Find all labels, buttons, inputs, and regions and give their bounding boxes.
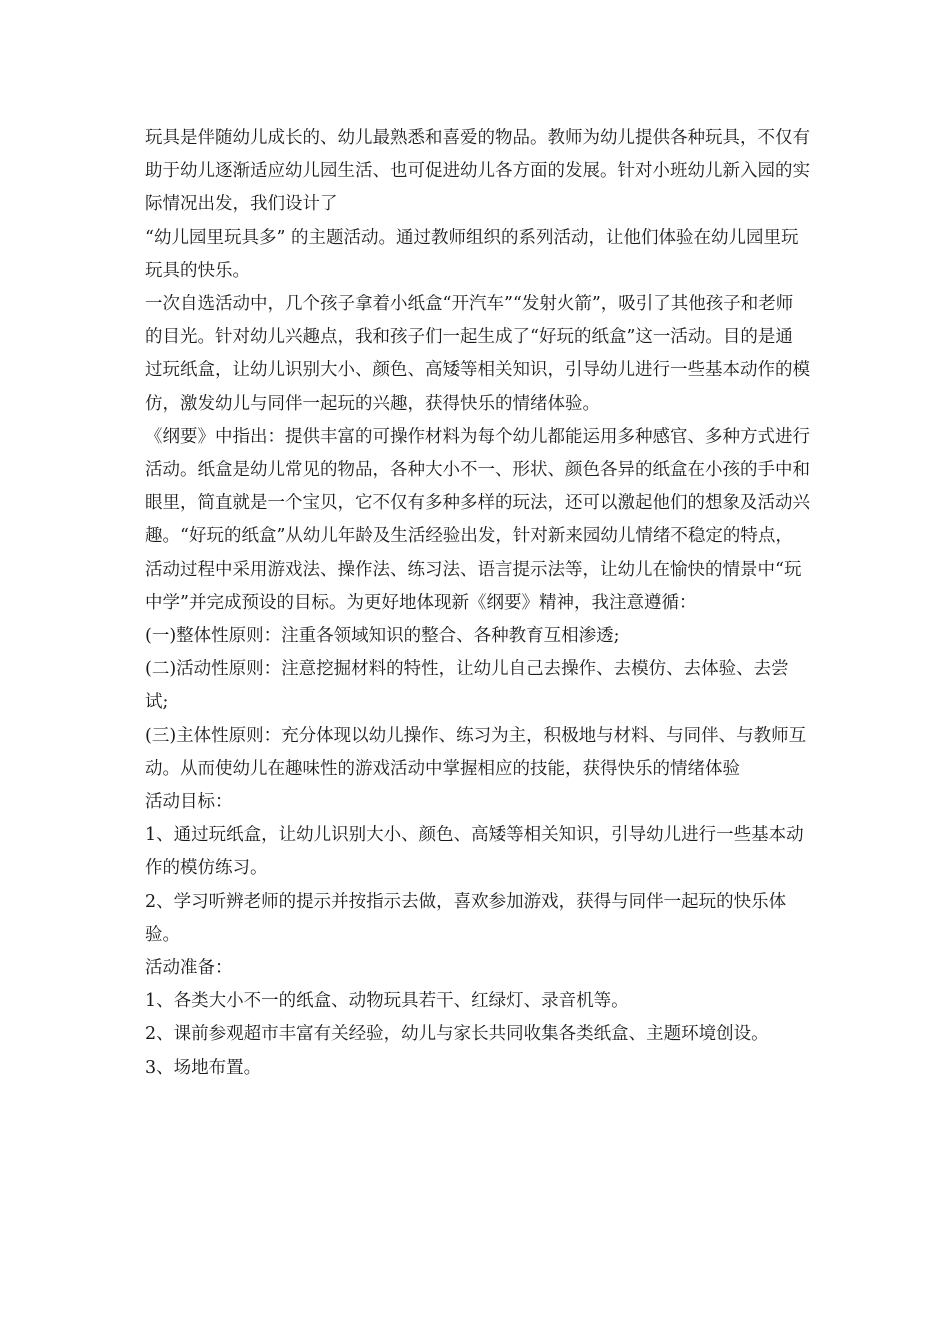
paragraph-theme: “幼儿园里玩具多” 的主题活动。通过教师组织的系列活动，让他们体验在幼儿园里玩玩具的快乐。	[145, 227, 799, 281]
principle-activity: (二)活动性原则：注意挖掘材料的特性，让幼儿自己去操作、去模仿、去体验、去尝试;	[145, 659, 789, 713]
paragraph-intro: 玩具是伴随幼儿成长的、幼儿最熟悉和喜爱的物品。教师为幼儿提供各种玩具，不仅有助于幼儿逐渐适应幼儿园生活、也可促进幼儿各方面的发展。针对小班幼儿新入园的实际情况出发，我们设计了	[145, 128, 810, 215]
paragraph-guideline: 《纲要》中指出：提供丰富的可操作材料为每个幼儿都能运用多种感官、多种方式进行活动。纸盒是幼儿常见的物品，各种大小不一、形状、颜色各异的纸盒在小孩的手中和眼里，简直就是一个宝贝，它不仅有多种多样的玩法，还可以激起他们的想象及活动兴趣。“好玩的纸盒”从幼儿年龄及生活经验出发，针对新来园幼儿情绪不稳定的特点，活动过程中采用游戏法、操作法、练习法、语言提示法等，让幼儿在愉快的情景中“玩中学”并完成预设的目标。为更好地体现新《纲要》精神，我注意遵循：	[145, 426, 810, 613]
principle-subject: (三)主体性原则：充分体现以幼儿操作、练习为主，积极地与材料、与同伴、与教师互动。从而使幼儿在趣味性的游戏活动中掌握相应的技能，获得快乐的情绪体验	[145, 725, 807, 779]
preparation-item-3: 3、场地布置。	[145, 1057, 262, 1078]
heading-goals: 活动目标：	[145, 792, 233, 813]
goal-item-2: 2、学习听辨老师的提示并按指示去做，喜欢参加游戏，获得与同伴一起玩的快乐体验。	[145, 891, 787, 945]
principle-holistic: (一)整体性原则：注重各领域知识的整合、各种教育互相渗透;	[145, 626, 620, 647]
preparation-item-2: 2、课前参观超市丰富有关经验，幼儿与家长共同收集各类纸盒、主题环境创设。	[145, 1024, 769, 1045]
paragraph-origin: 一次自选活动中，几个孩子拿着小纸盒“开汽车”“发射火箭”，吸引了其他孩子和老师的目光。针对幼儿兴趣点，我和孩子们一起生成了“好玩的纸盒”这一活动。目的是通过玩纸盒，让幼儿识别大小、颜色、高矮等相关知识，引导幼儿进行一些基本动作的模仿，激发幼儿与同伴一起玩的兴趣，获得快乐的情绪体验。	[145, 294, 810, 414]
goal-item-1: 1、通过玩纸盒，让幼儿识别大小、颜色、高矮等相关知识，引导幼儿进行一些基本动作的模仿练习。	[145, 825, 804, 879]
heading-preparation: 活动准备：	[145, 958, 233, 979]
document-body	[145, 122, 810, 1085]
preparation-item-1: 1、各类大小不一的纸盒、动物玩具若干、红绿灯、录音机等。	[145, 991, 629, 1012]
